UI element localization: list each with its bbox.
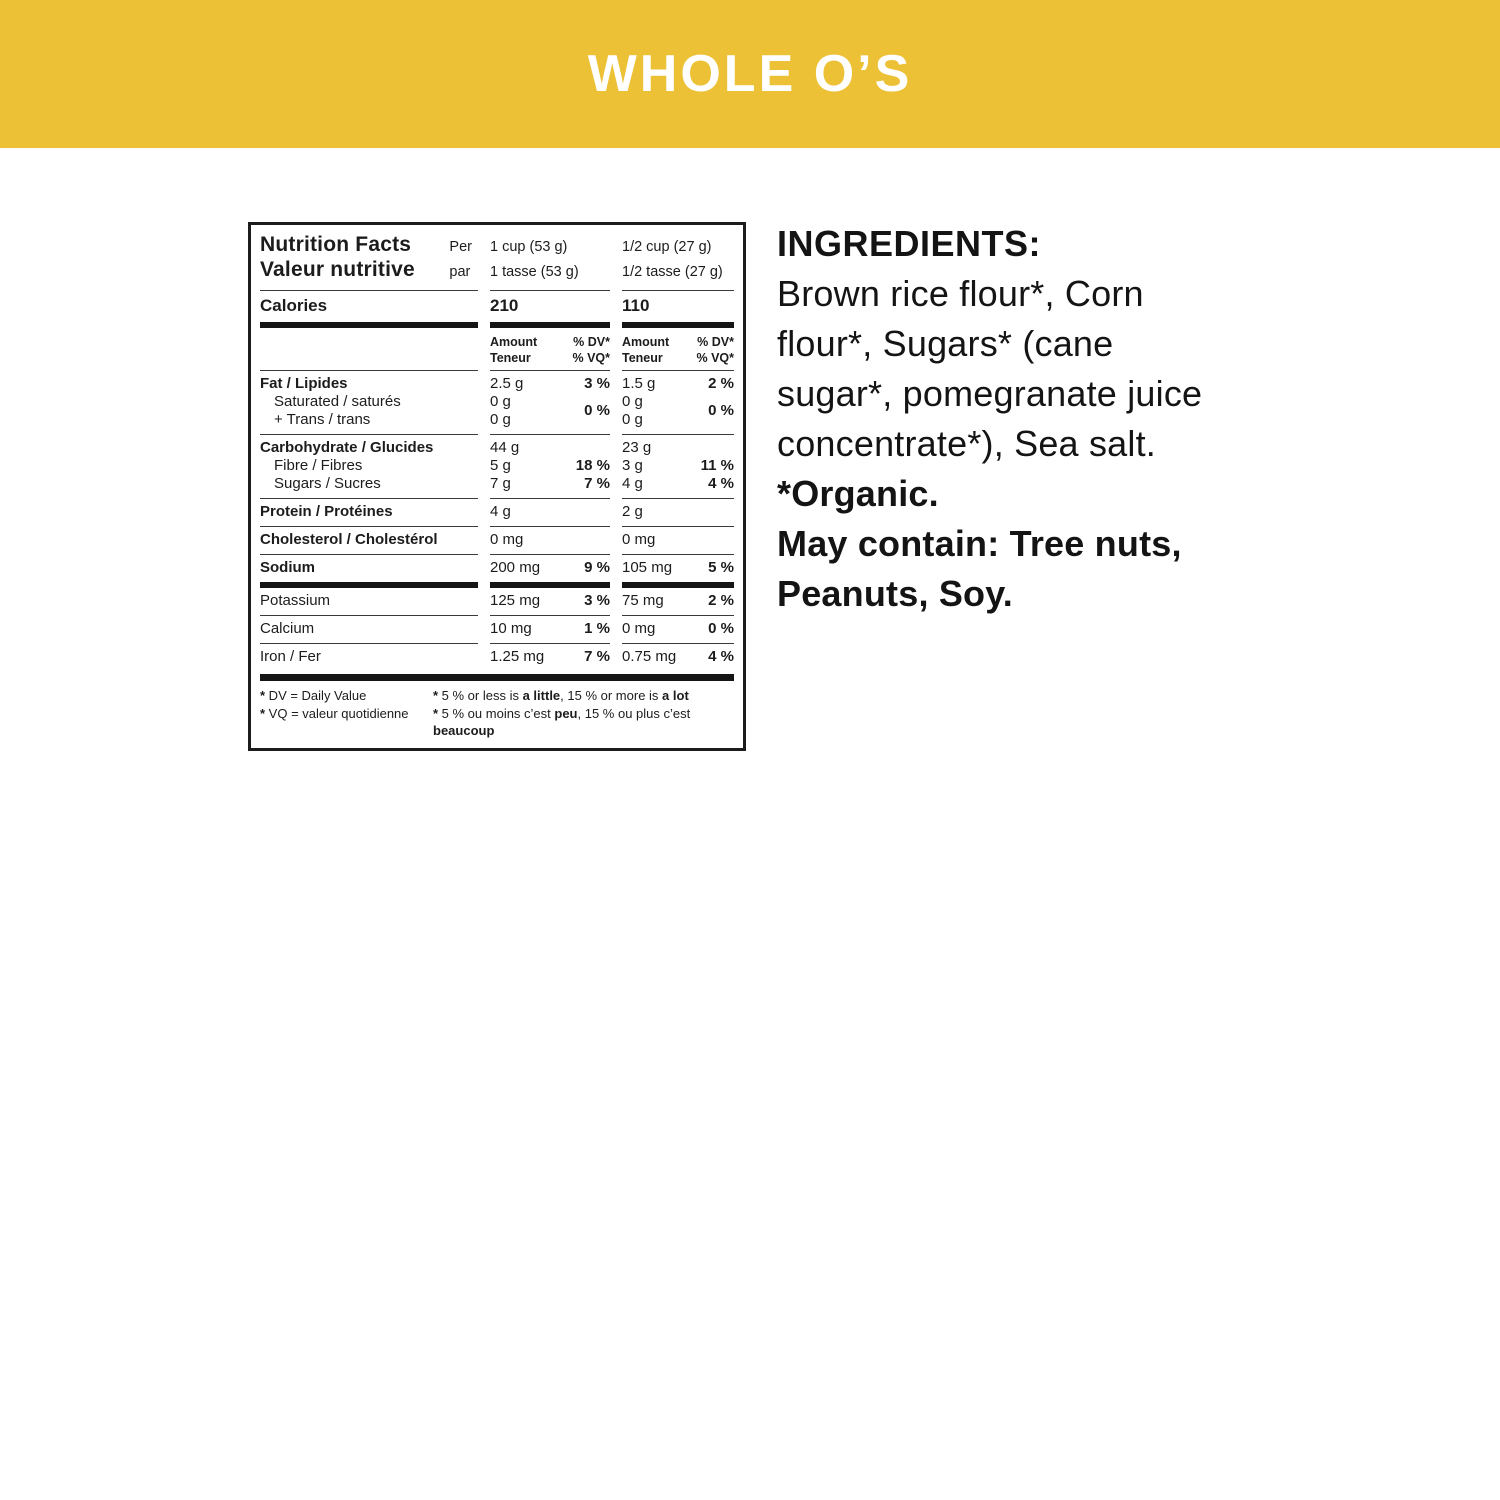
divider	[260, 615, 734, 616]
carbohydrate-amount-col1: 44 g	[490, 439, 520, 456]
sodium-amount-col2: 105 mg	[622, 559, 673, 576]
fibre-amount-col2: 3 g	[622, 457, 643, 474]
saturated-trans-dv-col2: 0 %	[708, 402, 734, 419]
organic-note: *Organic.	[777, 473, 939, 514]
saturated-amount-col2: 0 g	[622, 393, 643, 410]
amount-header-fr: Teneur	[490, 351, 531, 365]
serving-col1-fr: 1 tasse (53 g)	[490, 264, 579, 280]
nft-title-fr: Valeur nutritive	[260, 258, 415, 281]
calories-value-col1: 210	[490, 296, 519, 315]
iron-amount-col1: 1.25 mg	[490, 648, 545, 665]
ingredients-text	[777, 269, 1221, 619]
divider	[260, 498, 734, 499]
protein-amount-col1: 4 g	[490, 503, 511, 520]
serving-col2	[622, 232, 734, 285]
sodium-dv-col2: 5 %	[708, 559, 734, 576]
nft-header	[260, 232, 734, 290]
divider	[260, 370, 734, 371]
footnote-dv-definition: * DV = Daily Value	[260, 688, 367, 703]
nft-column-headers	[260, 328, 734, 370]
sodium-label: Sodium	[260, 559, 315, 576]
iron-amount-col2: 0.75 mg	[622, 648, 677, 665]
dv-header-fr: % VQ*	[696, 351, 734, 365]
nft-footnotes	[260, 683, 734, 740]
thick-divider	[260, 674, 734, 681]
dv-header-en: % DV*	[697, 335, 734, 349]
fat-amount-col1: 2.5 g	[490, 375, 524, 392]
protein-label: Protein / Protéines	[260, 503, 393, 520]
calories-value-col2: 110	[622, 296, 650, 315]
allergen-statement: May contain: Tree nuts, Peanuts, Soy.	[777, 523, 1182, 614]
carbohydrate-amount-col2: 23 g	[622, 439, 652, 456]
ingredients-title: INGREDIENTS:	[777, 223, 1042, 264]
divider	[260, 526, 734, 527]
sodium-amount-col1: 200 mg	[490, 559, 541, 576]
potassium-label: Potassium	[260, 592, 331, 609]
serving-col2-en: 1/2 cup (27 g)	[622, 239, 712, 255]
sugars-amount-col1: 7 g	[490, 475, 511, 492]
calcium-amount-col1: 10 mg	[490, 620, 532, 637]
fibre-dv-col2: 11 %	[700, 457, 734, 474]
nft-title-en: Nutrition Facts	[260, 233, 412, 256]
nutrition-facts-table	[248, 222, 746, 751]
fibre-amount-col1: 5 g	[490, 457, 511, 474]
product-title: WHOLE O’S	[587, 45, 913, 103]
cholesterol-amount-col2: 0 mg	[622, 531, 656, 548]
nft-row-protein	[260, 499, 734, 526]
amount-header-en: Amount	[622, 335, 670, 349]
carbohydrate-label: Carbohydrate / Glucides	[260, 439, 434, 456]
nft-titles	[260, 232, 415, 282]
nft-row-fat	[260, 371, 734, 434]
thick-divider	[260, 582, 734, 588]
iron-dv-col2: 4 %	[708, 648, 734, 665]
sugars-dv-col2: 4 %	[708, 475, 734, 492]
nft-row-calories	[260, 291, 734, 322]
thick-divider	[260, 322, 734, 328]
saturated-label: Saturated / saturés	[274, 393, 401, 410]
calcium-amount-col2: 0 mg	[622, 620, 656, 637]
per-labels	[449, 232, 478, 285]
cholesterol-amount-col1: 0 mg	[490, 531, 524, 548]
divider	[260, 643, 734, 644]
per-label-fr: par	[449, 264, 471, 280]
potassium-amount-col1: 125 mg	[490, 592, 541, 609]
divider	[260, 290, 734, 291]
ingredients-body: Brown rice flour*, Corn flour*, Sugars* (cane sugar*, pomegranate juice concentrate*), Sea salt.	[777, 273, 1203, 464]
ingredients-section	[777, 219, 1221, 619]
sugars-dv-col1: 7 %	[584, 475, 610, 492]
serving-col1-en: 1 cup (53 g)	[490, 239, 568, 255]
dv-header-en: % DV*	[573, 335, 610, 349]
nft-row-cholesterol	[260, 527, 734, 554]
sugars-amount-col2: 4 g	[622, 475, 643, 492]
trans-label: + Trans / trans	[274, 411, 371, 428]
fat-label: Fat / Lipides	[260, 375, 348, 392]
dv-header-fr: % VQ*	[572, 351, 610, 365]
sugars-label: Sugars / Sucres	[274, 475, 381, 492]
fibre-dv-col1: 18 %	[575, 457, 610, 474]
calcium-label: Calcium	[260, 620, 315, 637]
serving-col2-fr: 1/2 tasse (27 g)	[622, 264, 723, 280]
column-header-col1	[490, 334, 610, 366]
divider	[260, 554, 734, 555]
saturated-trans-dv-col1: 0 %	[584, 402, 610, 419]
footnote-scale-en: * 5 % or less is a little, 15 % or more is a lot	[433, 688, 689, 703]
serving-col1	[490, 232, 610, 285]
potassium-amount-col2: 75 mg	[622, 592, 664, 609]
saturated-amount-col1: 0 g	[490, 393, 511, 410]
divider	[260, 434, 734, 435]
calcium-dv-col2: 0 %	[708, 620, 734, 637]
nft-row-iron	[260, 644, 734, 671]
fat-dv-col1: 3 %	[584, 375, 610, 392]
trans-amount-col1: 0 g	[490, 411, 511, 428]
iron-dv-col1: 7 %	[584, 648, 610, 665]
iron-label: Iron / Fer	[260, 648, 321, 665]
column-header-col2	[622, 334, 734, 366]
calories-label: Calories	[260, 296, 328, 315]
nft-row-calcium	[260, 616, 734, 643]
fat-amount-col2: 1.5 g	[622, 375, 656, 392]
amount-header-fr: Teneur	[622, 351, 663, 365]
nft-row-sodium	[260, 555, 734, 582]
nft-row-potassium	[260, 588, 734, 615]
potassium-dv-col1: 3 %	[584, 592, 610, 609]
fibre-label: Fibre / Fibres	[274, 457, 363, 474]
nft-row-carbohydrate	[260, 435, 734, 498]
cholesterol-label: Cholesterol / Cholestérol	[260, 531, 438, 548]
per-label-en: Per	[449, 239, 472, 255]
sodium-dv-col1: 9 %	[584, 559, 610, 576]
potassium-dv-col2: 2 %	[708, 592, 734, 609]
protein-amount-col2: 2 g	[622, 503, 643, 520]
amount-header-en: Amount	[490, 335, 538, 349]
product-banner	[0, 0, 1500, 148]
footnote-vq-definition: * VQ = valeur quotidienne	[260, 705, 409, 721]
footnote-scale-fr: * 5 % ou moins c’est peu, 15 % ou plus c’est beaucoup	[433, 705, 691, 738]
calcium-dv-col1: 1 %	[584, 620, 610, 637]
fat-dv-col2: 2 %	[708, 375, 734, 392]
trans-amount-col2: 0 g	[622, 411, 643, 428]
